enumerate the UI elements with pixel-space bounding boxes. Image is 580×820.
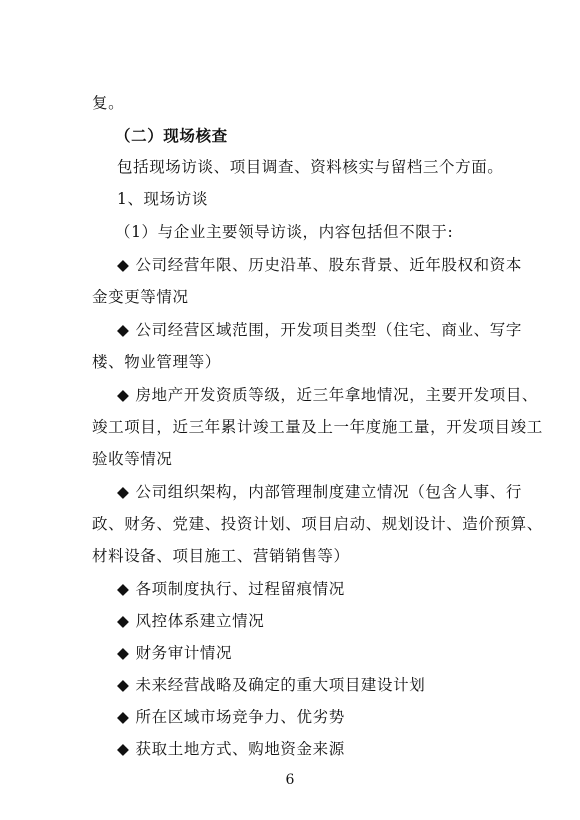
diamond-bullet-icon: ◆ <box>117 321 130 339</box>
bullet-line-cont: 验收等情况 <box>92 450 173 468</box>
continuation-text: 复。 <box>92 94 125 112</box>
bullet-text: 风控体系建立情况 <box>135 612 265 630</box>
section-heading: （二）现场核查 <box>115 126 228 145</box>
bullet-text: 获取土地方式、购地资金来源 <box>135 740 345 758</box>
diamond-bullet-icon: ◆ <box>117 386 130 404</box>
bullet-line <box>117 675 425 695</box>
intro-paragraph: 包括现场访谈、项目调查、资料核实与留档三个方面。 <box>117 158 504 176</box>
diamond-bullet-icon: ◆ <box>117 580 130 598</box>
diamond-bullet-icon: ◆ <box>117 612 130 630</box>
diamond-bullet-icon: ◆ <box>117 644 130 662</box>
bullet-line-cont: 材料设备、项目施工、营销销售等） <box>92 547 350 565</box>
diamond-bullet-icon: ◆ <box>117 256 130 274</box>
bullet-line <box>117 579 345 599</box>
bullet-line-cont: 竣工项目，近三年累计竣工量及上一年度施工量，开发项目竣工 <box>92 418 543 436</box>
bullet-text: 未来经营战略及确定的重大项目建设计划 <box>135 676 426 694</box>
bullet-line <box>117 739 345 759</box>
bullet-text: 各项制度执行、过程留痕情况 <box>135 580 345 598</box>
bullet-line <box>117 482 522 502</box>
bullet-line-cont: 金变更等情况 <box>92 288 189 306</box>
bullet-line <box>117 385 538 405</box>
diamond-bullet-icon: ◆ <box>117 676 130 694</box>
page-number: 6 <box>285 772 295 788</box>
subsection-title: 1、现场访谈 <box>117 190 208 208</box>
bullet-text: 公司组织架构，内部管理制度建立情况（包含人事、行 <box>135 483 522 501</box>
bullet-line <box>117 255 522 275</box>
bullet-line <box>117 643 232 663</box>
bullet-line <box>117 707 345 727</box>
bullet-line-cont: 政、财务、党建、投资计划、项目启动、规划设计、造价预算、 <box>92 515 543 533</box>
bullet-text: 财务审计情况 <box>135 644 233 662</box>
bullet-line <box>117 611 264 631</box>
diamond-bullet-icon: ◆ <box>117 483 130 501</box>
bullet-line-cont: 楼、物业管理等） <box>92 353 221 371</box>
item-title: （1）与企业主要领导访谈，内容包括但不限于: <box>115 223 454 241</box>
diamond-bullet-icon: ◆ <box>117 708 130 726</box>
bullet-text: 所在区域市场竞争力、优劣势 <box>135 708 345 726</box>
bullet-text: 房地产开发资质等级，近三年拿地情况，主要开发项目、 <box>135 386 539 404</box>
diamond-bullet-icon: ◆ <box>117 740 130 758</box>
bullet-line <box>117 320 522 340</box>
bullet-text: 公司经营区域范围，开发项目类型（住宅、商业、写字 <box>135 321 522 339</box>
bullet-text: 公司经营年限、历史沿革、股东背景、近年股权和资本 <box>135 256 522 274</box>
